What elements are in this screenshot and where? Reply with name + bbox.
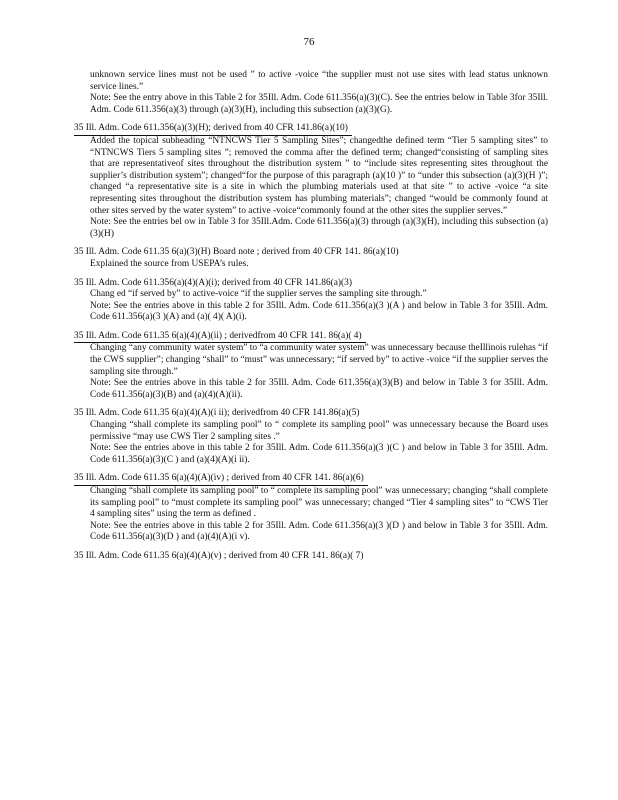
entry-explanation: Explained the source from USEPA’s rules. bbox=[90, 258, 249, 269]
entry-explanation: Changing “shall complete its sampling pool” to “ complete its sampling pool” was unnecessary; changing “shall complete its sampling pool” to “must complete its sampling pool” was unnecessary; changed “Tier 4 sampling sites” to “CWS Tier 4 sampling sites” using the term as defined . bbox=[90, 486, 548, 520]
table-entry bbox=[74, 551, 548, 563]
table-entry bbox=[74, 408, 548, 466]
page-number: 76 bbox=[303, 36, 315, 48]
entry-explanation: Changing “any community water system” to “a community water system” was unnecessary because theIllinois rulehas “if the CWS supplier”; changing “shall” to “must” was unnecessary; “if served by” to active -voice “if the supplier serves the sampling site through.” bbox=[90, 343, 548, 377]
entry-explanation: Added the topical subheading “NTNCWS Tier 5 Sampling Sites”; changedthe defined term “Tier 5 sampling sites” to “NTNCWS Tiers 5 sampling sites ”; removed the comma after the defined term; changed“consisting of sampling sites that are representativeof sites throughout the distribution system ” to “include sites representing sites throughout the supplier’s distribution system”; changed“for the purpose of this paragraph (a)(10 )” to “under this subsection (a)(3)(H )”; changed “a representative site is a site in which the plumbing materials used at that site ” to active -voice “a site representing sites throughout the distribution system has plumbing materials”; changed “would be commonly found at other sites served by the water system” to active -voice“commonly found at the other sites the supplier serves.” bbox=[90, 135, 548, 216]
lead-text: unknown service lines must not be used ” to active -voice “the supplier must not use sites with lead status unknown service lines.” bbox=[90, 70, 548, 92]
entry-body bbox=[90, 259, 548, 271]
table-entry bbox=[74, 331, 548, 402]
document-body bbox=[74, 70, 548, 570]
table-entry bbox=[74, 473, 548, 544]
entry-citation: 35 Ill. Adm. Code 611.35 6(a)(4)(A)(v) ; derived from 40 CFR 141. 86(a)( 7) bbox=[74, 550, 364, 561]
entry-note: Note: See the entries above in this table 2 for 35Ill. Adm. Code 611.356(a)(3 )(A ) and below in Table 3 for 35Ill. Adm. Code 611.356(a)(3 )(A) and (a)( 4)( A)(i). bbox=[90, 300, 548, 323]
entry-citation: 35 Ill. Adm. Code 611.35 6(a)(4)(A)(ii) ; derivedfrom 40 CFR 141. 86(a)( 4) bbox=[74, 331, 366, 344]
table-entry bbox=[74, 278, 548, 324]
entry-citation: 35 Ill. Adm. Code 611.356(a)(4)(A)(i); derived from 40 CFR 141.86(a)(3) bbox=[74, 277, 352, 288]
entry-body bbox=[90, 136, 548, 240]
lead-paragraph bbox=[90, 70, 548, 116]
entry-note: Note: See the entries above in this table 2 for 35Ill. Adm. Code 611.356(a)(3)(B) and below in Table 3 for 35Ill. Adm. Code 611.356(a)(3)(B) and (a)(4)(A)(ii). bbox=[90, 378, 548, 400]
entry-citation: 35 Ill. Adm. Code 611.35 6(a)(3)(H) Board note ; derived from 40 CFR 141. 86(a)(10) bbox=[74, 247, 399, 258]
table-entry bbox=[74, 123, 548, 240]
entry-note: Note: See the entries bel ow in Table 3 for 35Ill.Adm. Code 611.356(a)(3) through (a)(3)(H), including this subsection (a)(3)(H) bbox=[90, 217, 548, 239]
entry-body bbox=[90, 486, 548, 544]
entry-body bbox=[90, 289, 548, 324]
table-entry bbox=[74, 247, 548, 270]
entry-explanation: Chang ed “if served by” to active-voice “if the supplier serves the sampling site through.” bbox=[90, 289, 427, 300]
entry-explanation: Changing “shall complete its sampling pool” to “ complete its sampling pool” was unnecessary because the Board uses permissive “may use CWS Tier 2 sampling sites .” bbox=[90, 420, 548, 442]
entry-citation: 35 Ill. Adm. Code 611.35 6(a)(4)(A)(iv) ; derived from 40 CFR 141. 86(a)(6) bbox=[74, 473, 368, 486]
entry-body bbox=[90, 343, 548, 401]
lead-note: Note: See the entry above in this Table 2 for 35Ill. Adm. Code 611.356(a)(3)(C). See the entries below in Table 3for 35Ill. Adm. Code 611.356(a)(3) through (a)(3)(H), including this subsection (a)(3)(G). bbox=[90, 93, 548, 115]
entry-note: Note: See the entries above in this table 2 for 35Ill. Adm. Code 611.356(a)(3 )(D ) and below in Table 3 for 35Ill. Adm. Code 611.356(a)(3)(D ) and (a)(4)(A)(i v). bbox=[90, 520, 548, 543]
entry-citation: 35 Ill. Adm. Code 611.356(a)(3)(H); derived from 40 CFR 141.86(a)(10) bbox=[74, 123, 352, 136]
entry-body bbox=[90, 420, 548, 466]
entry-note: Note: See the entries above in this table 2 for 35Ill. Adm. Code 611.356(a)(3 )(C ) and below in Table 3 for 35Ill. Adm. Code 611.356(a)(3)(C ) and (a)(4)(A)(i ii). bbox=[90, 443, 548, 465]
entry-citation: 35 Ill. Adm. Code 611.35 6(a)(4)(A)(i ii); derivedfrom 40 CFR 141.86(a)(5) bbox=[74, 408, 360, 419]
